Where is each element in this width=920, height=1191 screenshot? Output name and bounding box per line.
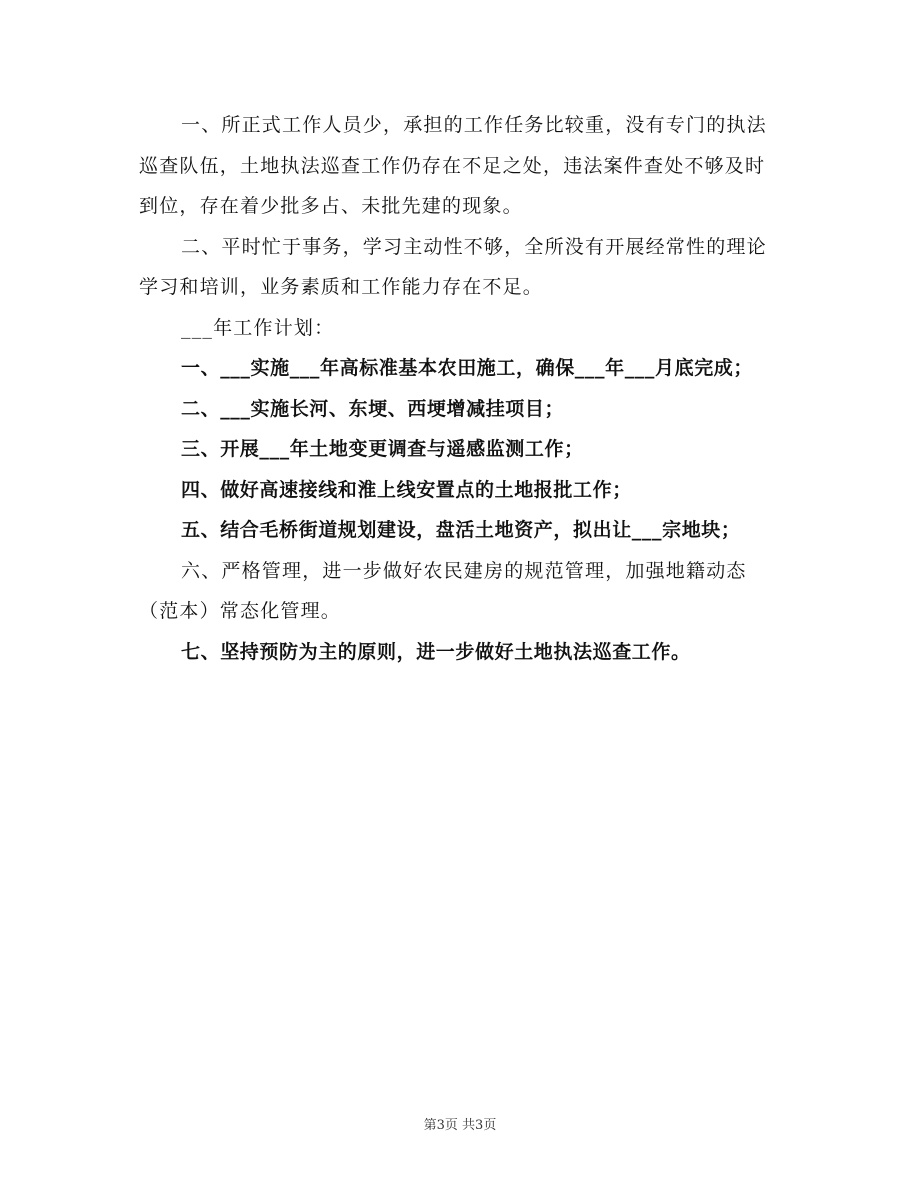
paragraph-plan-item-5: 五、结合毛桥街道规划建设，盘活土地资产，拟出让___宗地块； — [181, 519, 741, 541]
page-number-footer: 第3页 共3页 — [423, 1118, 497, 1133]
paragraph-plan-item-3: 三、开展___年土地变更调查与遥感监测工作； — [181, 438, 584, 460]
paragraph-problem-2: 二、平时忙于事务，学习主动性不够，全所没有开展经常性的理论学习和培训，业务素质和工作能力存在不足。 — [139, 235, 767, 298]
paragraph-plan-item-1: 一、___实施___年高标准基本农田施工，确保___年___月底完成； — [181, 357, 754, 379]
paragraph-plan-heading: ___年工作计划： — [181, 316, 335, 339]
paragraph-problem-1: 一、所正式工作人员少，承担的工作任务比较重，没有专门的执法巡查队伍，土地执法巡查工作仍存在不足之处，违法案件查处不够及时到位，存在着少批多占、未批先建的现象。 — [139, 114, 767, 217]
paragraph-plan-item-7: 七、坚持预防为主的原则，进一步做好土地执法巡查工作。 — [181, 640, 691, 663]
paragraph-plan-item-6: 六、严格管理，进一步做好农民建房的规范管理，加强地籍动态（范本）常态化管理。 — [139, 559, 747, 622]
paragraph-plan-item-2: 二、___实施长河、东埂、西埂增减挂项目； — [181, 397, 565, 420]
paragraph-plan-item-4: 四、做好高速接线和淮上线安置点的土地报批工作； — [181, 478, 632, 501]
document-body — [139, 105, 781, 672]
